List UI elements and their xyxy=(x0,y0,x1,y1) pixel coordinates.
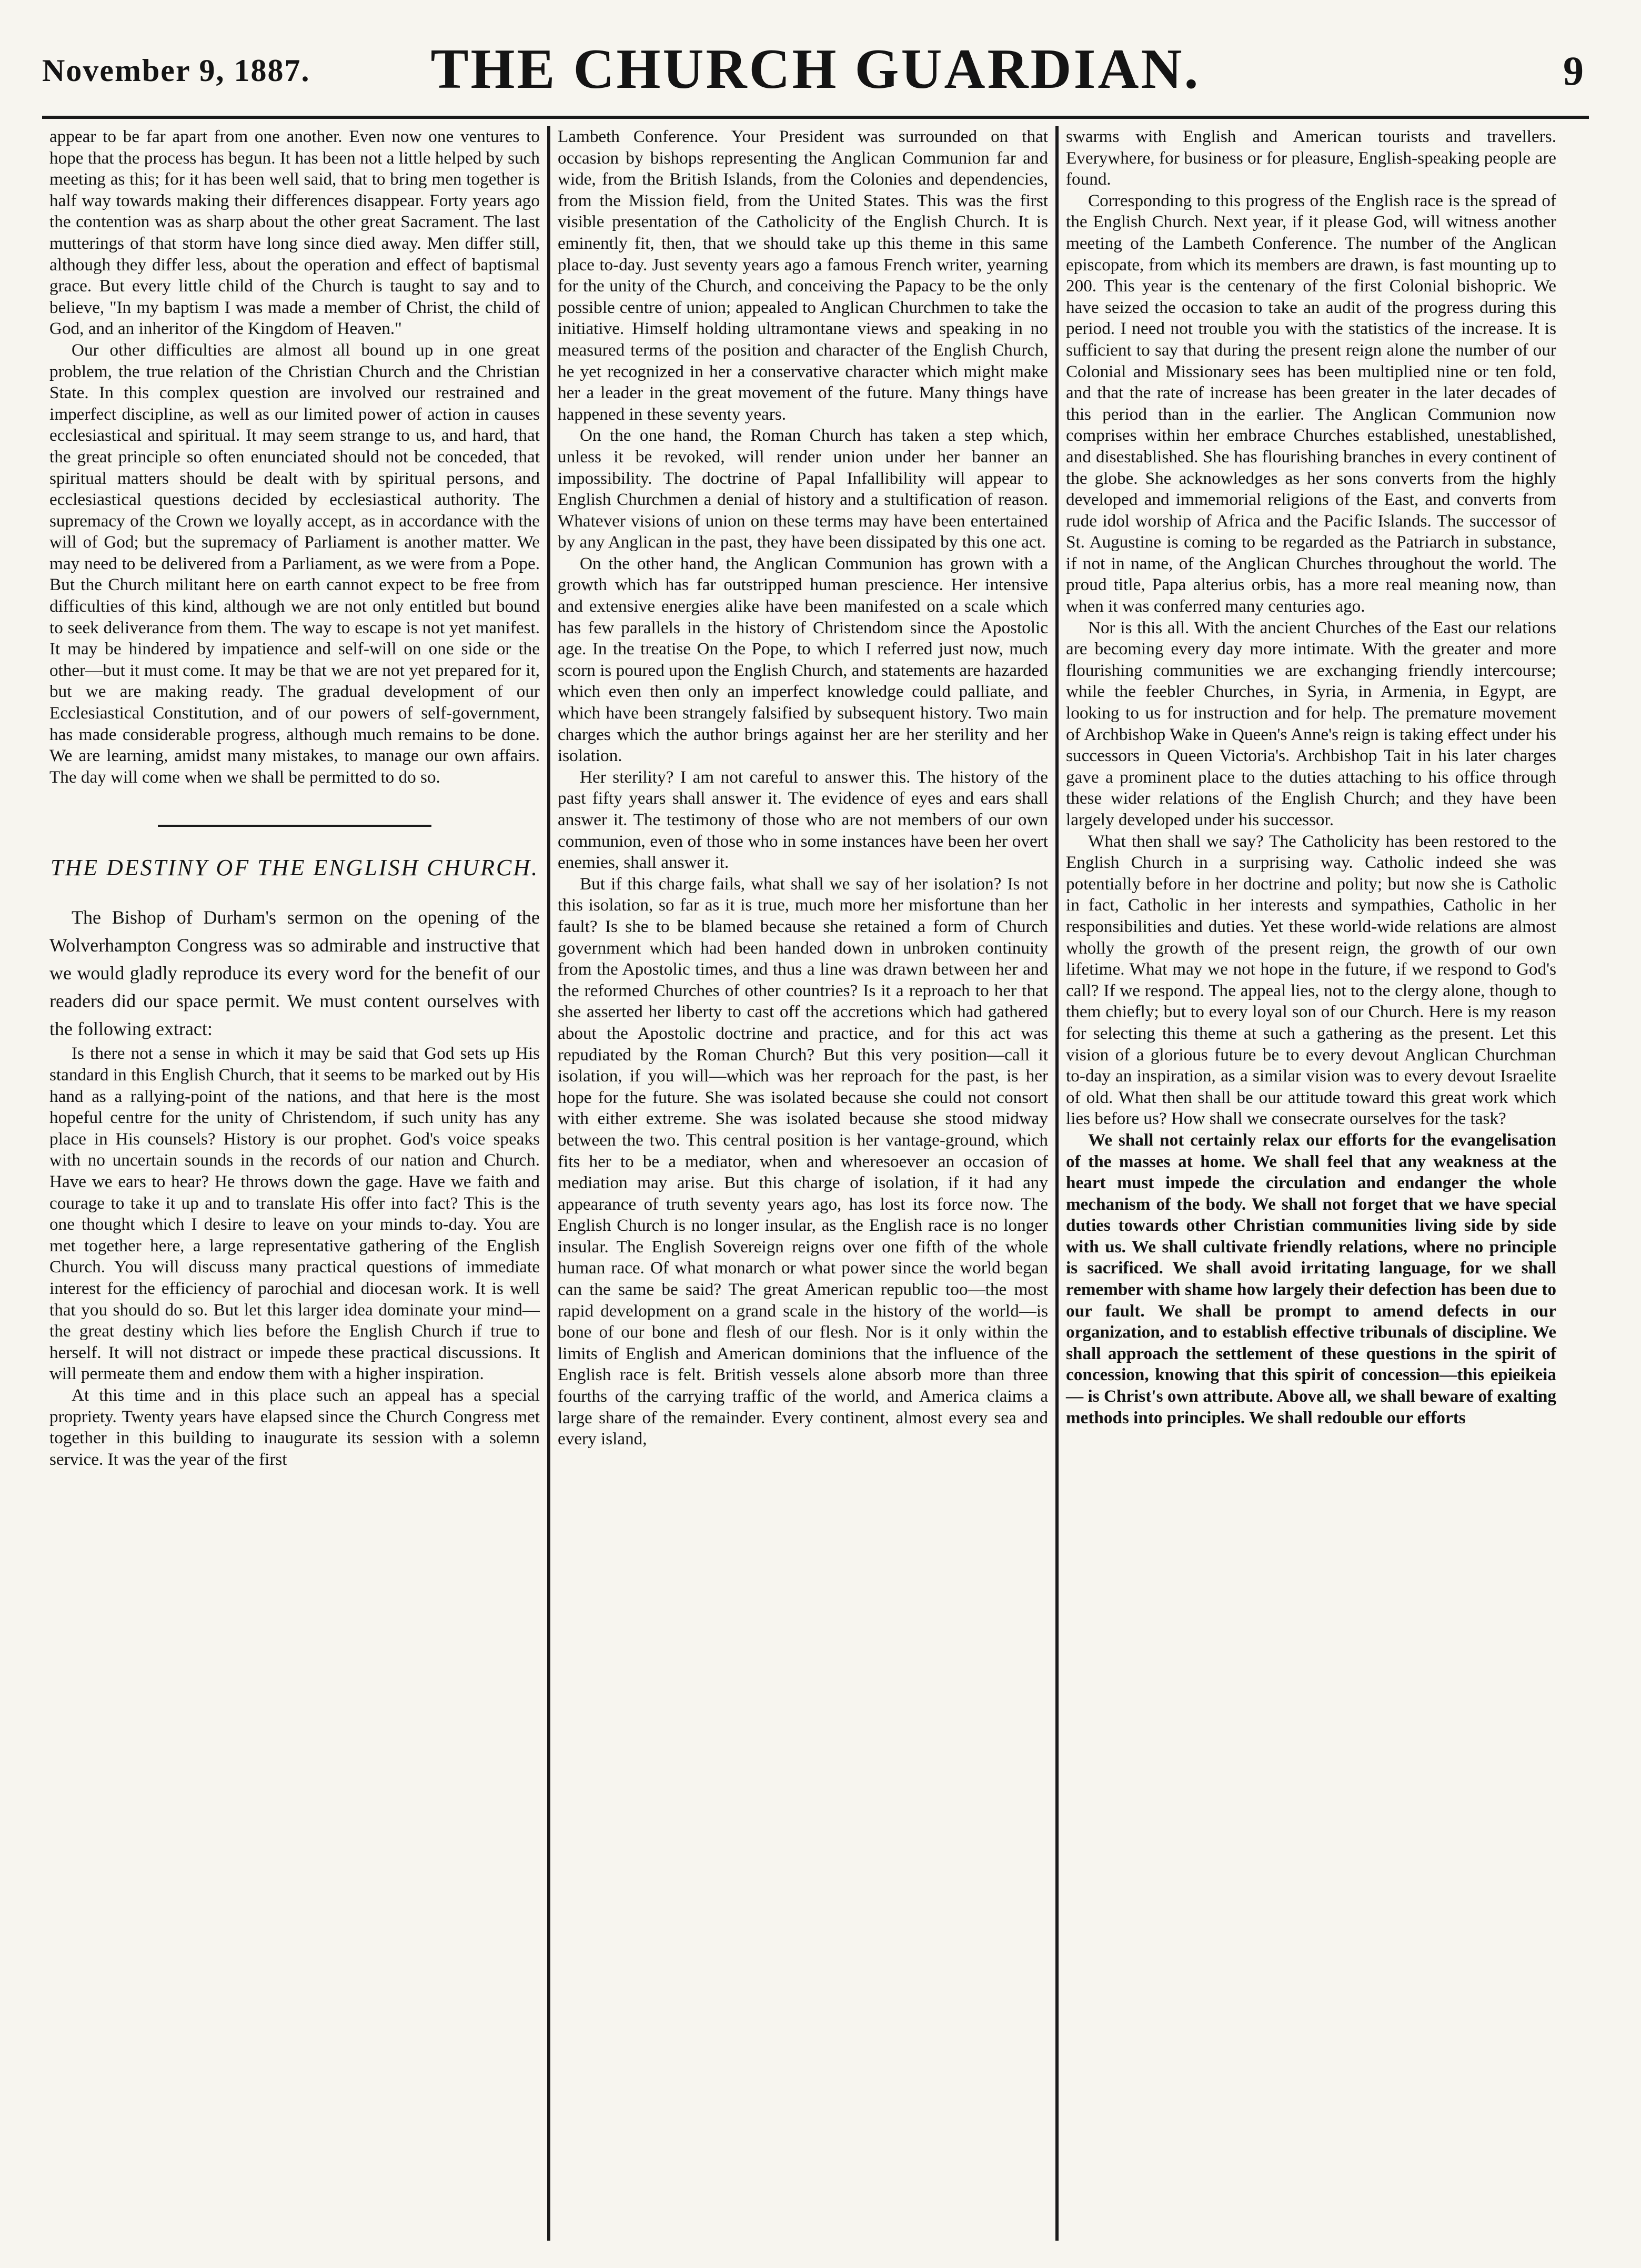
text-columns xyxy=(42,126,1599,2241)
masthead xyxy=(42,37,1589,119)
paragraph: On the one hand, the Roman Church has taken a step which, unless it be revoked, will render union under her banner an impossibility. The doctrine of Papal Infallibility will appear to English Churchmen a denial of history and a stultification of reason. Whatever visions of union on these terms may have been entertained by any Anglican in the past, they have been dissipated by this one act. xyxy=(558,426,1048,552)
paragraph: On the other hand, the Anglican Communion has grown with a growth which has far outstripped human prescience. Her intensive and extensive energies alike have been manifested on a scale which has few parallels in the history of Christendom since the Apostolic age. In the treatise On the Pope, to which I referred just now, much scorn is poured upon the English Church, and statements are hazarded which even then only an imperfect knowledge could palliate, and which have been strangely falsified by subsequent history. Two main charges which the author brings against her are her sterility and her isolation. xyxy=(558,553,1048,766)
paragraph: Nor is this all. With the ancient Churches of the East our relations are becoming every day more intimate. With the greater and more flourishing communities we are exchanging friendly intercourse; while the feebler Churches, in Syria, in Armenia, in Egypt, are looking to us for instruction and for help. The premature movement of Archbishop Wake in Queen's Anne's reign is taking effect under his successors in Queen Victoria's. Archbishop Tait in his later charges gave a prominent place to the duties attaching to his office through these wider relations of the English Church; and they have been largely developed under his successor. xyxy=(1066,617,1556,829)
paragraph: But if this charge fails, what shall we say of her isolation? Is not this isolation, so far as it is true, much more her misfortune than her fault? Is she to be blamed because she retained a form of Church government which had been handed down in unbroken continuity from the Apostolic times, and thus a line was drawn between her and the reformed Churches of other countries? Is it a reproach to her that she asserted her liberty to cast off the accretions which had gathered about the Apostolic doctrine and practice, and for this act was repudiated by the Roman Church? But this very position—call it isolation, if you will—which was her reproach for the past, is her hope for the future. She was isolated because she could not consort with either extreme. She was isolated because she stood midway between the two. This central position is her vantage-ground, which fits her to be a mediator, when and wheresoever an occasion of mediation may arise. But this charge of isolation, if it had any appearance of truth seventy years ago, has lost its force now. The English Church is no longer insular, as the English race is no longer insular. The English Sovereign reigns over one fifth of the whole human race. Of what monarch or what power since the world began can the same be said? The great American republic too—the most rapid development on a grand scale in the history of the world—is bone of our bone and flesh of our flesh. Nor is it only within the limits of English and American dominions that the influence of the English race is felt. British vessels alone absorb more than three fourths of the carrying traffic of the world, and America claims a large share of the remainder. Every continent, almost every sea and every island, xyxy=(558,874,1048,1449)
column-2 xyxy=(550,126,1055,2241)
column-1 xyxy=(42,126,547,2241)
paragraph: At this time and in this place such an appeal has a special propriety. Twenty years have elapsed since the Church Congress met together in this building to inaugurate its session with a solemn service. It was the year of the first xyxy=(49,1385,540,1469)
paragraph: What then shall we say? The Catholicity has been restored to the English Church in a surprising way. Catholic indeed she was potentially before in her doctrine and polity; but now she is Catholic in fact, Catholic in her interests and sympathies, Catholic in her responsibilities and duties. Yet these world-wide relations are almost wholly the growth of the present reign, the growth of our own lifetime. What may we not hope in the future, if we respond to God's call? If we respond. The appeal lies, not to the clergy alone, though to them chiefly; but to every loyal son of our Church. Here is my reason for selecting this theme at such a gathering as the present. Let this vision of a glorious future be to every devout Anglican Churchman to-day an inspiration, as a similar vision was to every devout Israelite of old. What then shall be our attitude toward this great work which lies before us? How shall we consecrate ourselves for the task? xyxy=(1066,831,1556,1129)
paragraph: The Bishop of Durham's sermon on the opening of the Wolverhampton Congress was so admirable and instructive that we would gladly reproduce its every word for the benefit of our readers did our space permit. We must content ourselves with the following extract: xyxy=(49,907,540,1040)
paragraph: appear to be far apart from one another. Even now one ventures to hope that the process has begun. It has been not a little helped by such meeting as this; for it has been well said, that to bring men together is half way towards making their differences disappear. Forty years ago the contention was as sharp about the other great Sacrament. The last mutterings of that storm have long since died away. Men differ still, although they differ less, about the operation and effect of baptismal grace. But every little child of the Church is taught to say and to believe, "In my baptism I was made a member of Christ, the child of God, and an inheritor of the Kingdom of Heaven." xyxy=(49,127,540,339)
issue-date: November 9, 1887. xyxy=(42,53,310,88)
page-number: 9 xyxy=(1563,48,1584,94)
paragraph: swarms with English and American tourists and travellers. Everywhere, for business or for pleasure, English-speaking people are found. xyxy=(1066,127,1556,189)
paragraph: Is there not a sense in which it may be said that God sets up His standard in this English Church, that it seems to be marked out by His hand as a rallying-point of the nations, and that here is the most hopeful centre for the unity of Christendom, if such unity has any place in His counsels? History is our prophet. God's voice speaks with no uncertain sounds in the records of our nation and Church. Have we ears to hear? He throws down the gage. Have we faith and courage to take it up and to translate His offer into fact? This is the one thought which I desire to leave on your minds to-day. You are met together here, a large representative gathering of the English Church. You will discuss many practical questions of immediate interest for the efficiency of parochial and diocesan work. It is well that you should do so. But let this larger idea dominate your mind—the great destiny which lies before the English Church if true to herself. It will not distract or impede these practical discussions. It will permeate them and endow them with a higher inspiration. xyxy=(49,1044,540,1384)
article-divider xyxy=(158,825,431,827)
newspaper-title: THE CHURCH GUARDIAN. xyxy=(430,38,1201,100)
column-3 xyxy=(1059,126,1564,2241)
paragraph: Her sterility? I am not careful to answer this. The history of the past fifty years shall answer it. The evidence of eyes and ears shall answer it. The testimony of those who are not members of our own communion, even of those who in some instances have been her overt enemies, shall answer it. xyxy=(558,767,1048,873)
paragraph: Lambeth Conference. Your President was surrounded on that occasion by bishops representing the Anglican Communion far and wide, from the British Islands, from the Colonies and dependencies, from the Mission field, from the United States. This was the first visible presentation of the Catholicity of the English Church. It is eminently fit, then, that we should take up this theme in this same place to-day. Just seventy years ago a famous French writer, yearning for the unity of the Church, and conceiving the Papacy to be the only possible centre of union; appealed to Anglican Churchmen to take the initiative. Himself holding ultramontane views and speaking in no measured terms of the position and character of the English Church, he yet recognized in her a conservative character which might make her a leader in the great movement of the future. Many things have happened in these seventy years. xyxy=(558,127,1048,424)
paragraph: Corresponding to this progress of the English race is the spread of the English Church. Next year, if it please God, will witness another meeting of the Lambeth Conference. The number of the Anglican episcopate, from which its members are drawn, is fast mounting up to 200. This year is the centenary of the first Colonial bishopric. We have seized the occasion to take an audit of the progress during this period. I need not trouble you with the statistics of the increase. It is sufficient to say that during the present reign alone the number of our Colonial and Missionary sees has been multiplied nine or ten fold, and that the rate of increase has been greater in the later decades of this period than in the earlier. The Anglican Communion now comprises within her embrace Churches established, unestablished, and disestablished. She has flourishing branches in every continent of the globe. She acknowledges as her sons converts from the highly developed and immemorial religions of the East, and converts from rude idol worship of Africa and the Pacific Islands. The successor of St. Augustine is coming to be regarded as the Patriarch in substance, if not in name, of the Anglican Churches throughout the world. The proud title, Papa alterius orbis, has a more real meaning now, than when it was conferred many centuries ago. xyxy=(1066,190,1556,616)
article-heading: THE DESTINY OF THE ENGLISH CHURCH. xyxy=(50,855,539,881)
paragraph: We shall not certainly relax our efforts for the evangelisation of the masses at home. We shall feel that any weakness at the heart must impede the circulation and endanger the whole mechanism of the body. We shall not forget that we have special duties towards other Christian communities living side by side with us. We shall cultivate friendly relations, where no principle is sacrificed. We shall avoid irritating language, for we shall remember with shame how largely their defection has been due to our fault. We shall be prompt to amend defects in our organization, and to establish effective tribunals of discipline. We shall approach the settlement of these questions in the spirit of concession, knowing that this spirit of concession—this epieikeia— is Christ's own attribute. Above all, we shall beware of exalting methods into principles. We shall redouble our efforts xyxy=(1066,1130,1556,1427)
paragraph: Our other difficulties are almost all bound up in one great problem, the true relation of the Christian Church and the Christian State. In this complex question are involved our restrained and imperfect discipline, as well as our limited power of action in causes ecclesiastical and spiritual. It may seem strange to us, and hard, that the great principle so often enunciated should not be conceded, that spiritual matters should be dealt with by spiritual persons, and ecclesiastical questions decided by ecclesiastical authority. The supremacy of the Crown we loyally accept, as in accordance with the will of God; but the supremacy of Parliament is another matter. We may need to be delivered from a Parliament, as we were from a Pope. But the Church militant here on earth cannot expect to be free from difficulties of this kind, although we are not only entitled but bound to seek deliverance from them. The way to escape is not yet manifest. It may be hindered by impatience and self-will on one side or the other—but it must come. It may be that we are not yet prepared for it, but we are making ready. The gradual development of our Ecclesiastical Constitution, and of our powers of self-government, has made considerable progress, although much remains to be done. We are learning, amidst many mistakes, to manage our own affairs. The day will come when we shall be permitted to do so. xyxy=(49,340,540,787)
